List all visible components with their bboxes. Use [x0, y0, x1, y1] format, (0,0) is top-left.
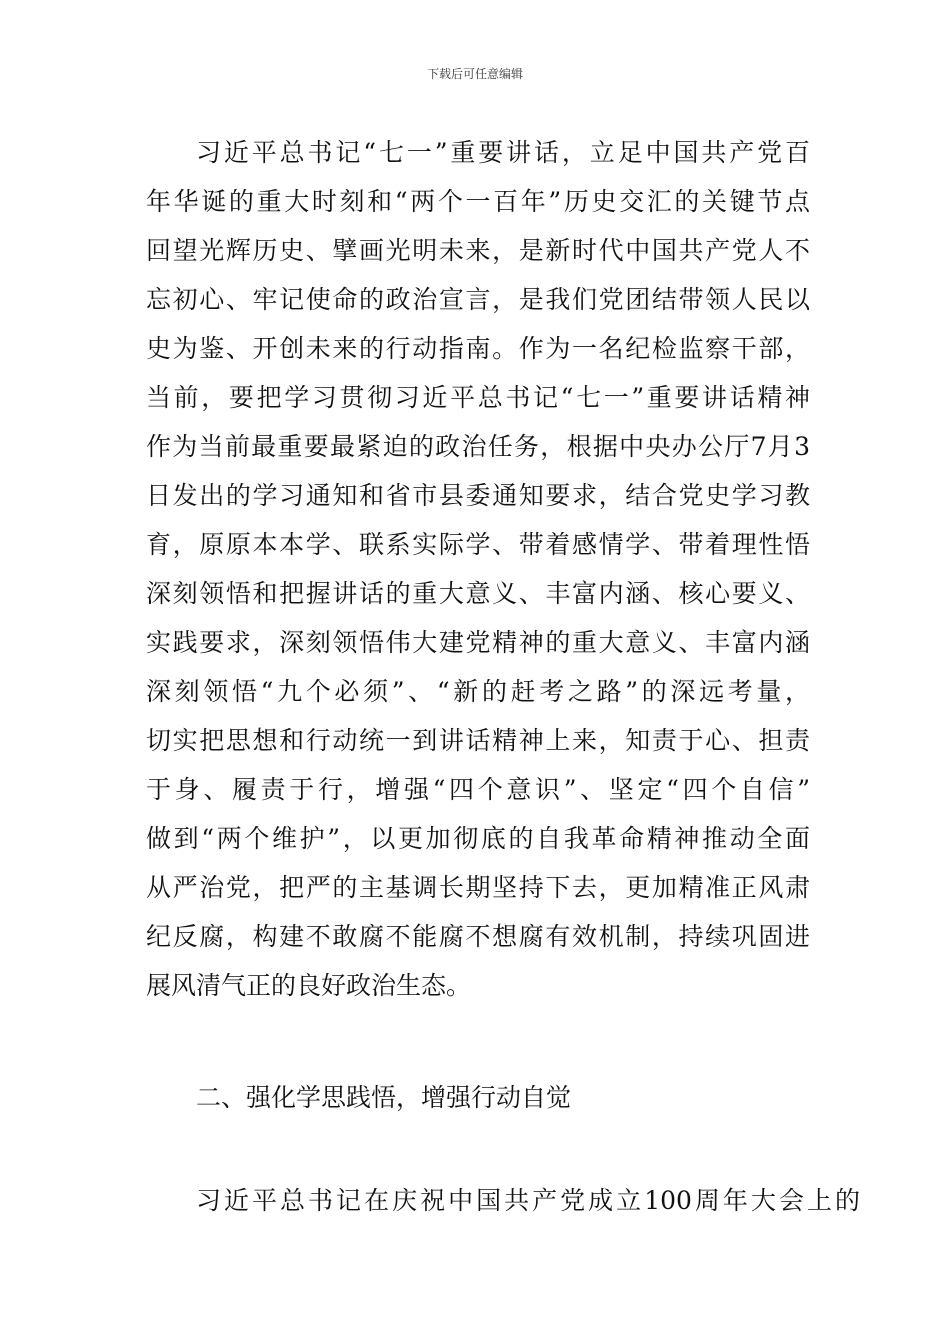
paragraph-line: 做到“两个维护”，以更加彻底的自我革命精神推动全面	[146, 824, 810, 853]
paragraph-line: 展风清气正的良好政治生态。	[146, 971, 472, 1000]
paragraph-line: 纪反腐，构建不敢腐不能腐不想腐有效机制，持续巩固进	[146, 922, 810, 951]
paragraph-line: 从严治党，把严的主基调长期坚持下去，更加精准正风肃	[146, 873, 810, 902]
paragraph-line: 回望光辉历史、擘画光明未来，是新时代中国共产党人不	[146, 236, 810, 265]
paragraph-line: 深刻领悟“九个必须”、“新的赶考之路”的深远考量，	[146, 677, 810, 706]
paragraph-line: 育，原原本本学、联系实际学、带着感情学、带着理性悟	[146, 530, 810, 559]
paragraph-1	[146, 128, 810, 1010]
paragraph-line: 切实把思想和行动统一到讲话精神上来，知责于心、担责	[146, 726, 810, 755]
paragraph-line: 史为鉴、开创未来的行动指南。作为一名纪检监察干部，	[146, 334, 810, 363]
paragraph-line: 作为当前最重要最紧迫的政治任务，根据中央办公厅7月3	[146, 432, 810, 461]
paragraph-line: 当前，要把学习贯彻习近平总书记“七一”重要讲话精神	[146, 383, 810, 412]
paragraph-2-line: 习近平总书记在庆祝中国共产党成立100周年大会上的	[196, 1186, 860, 1215]
section-heading: 二、强化学思践悟，增强行动自觉	[196, 1083, 572, 1112]
paragraph-line: 于身、履责于行，增强“四个意识”、坚定“四个自信”	[146, 775, 810, 804]
paragraph-line: 实践要求，深刻领悟伟大建党精神的重大意义、丰富内涵	[146, 628, 810, 657]
paragraph-line: 忘初心、牢记使命的政治宣言，是我们党团结带领人民以	[146, 285, 810, 314]
paragraph-line: 日发出的学习通知和省市县委通知要求，结合党史学习教	[146, 481, 810, 510]
header-note: 下载后可任意编辑	[426, 67, 523, 81]
paragraph-line: 深刻领悟和把握讲话的重大意义、丰富内涵、核心要义、	[146, 579, 810, 608]
paragraph-line: 年华诞的重大时刻和“两个一百年”历史交汇的关键节点	[146, 187, 810, 216]
paragraph-line: 习近平总书记“七一”重要讲话，立足中国共产党百	[196, 138, 810, 167]
